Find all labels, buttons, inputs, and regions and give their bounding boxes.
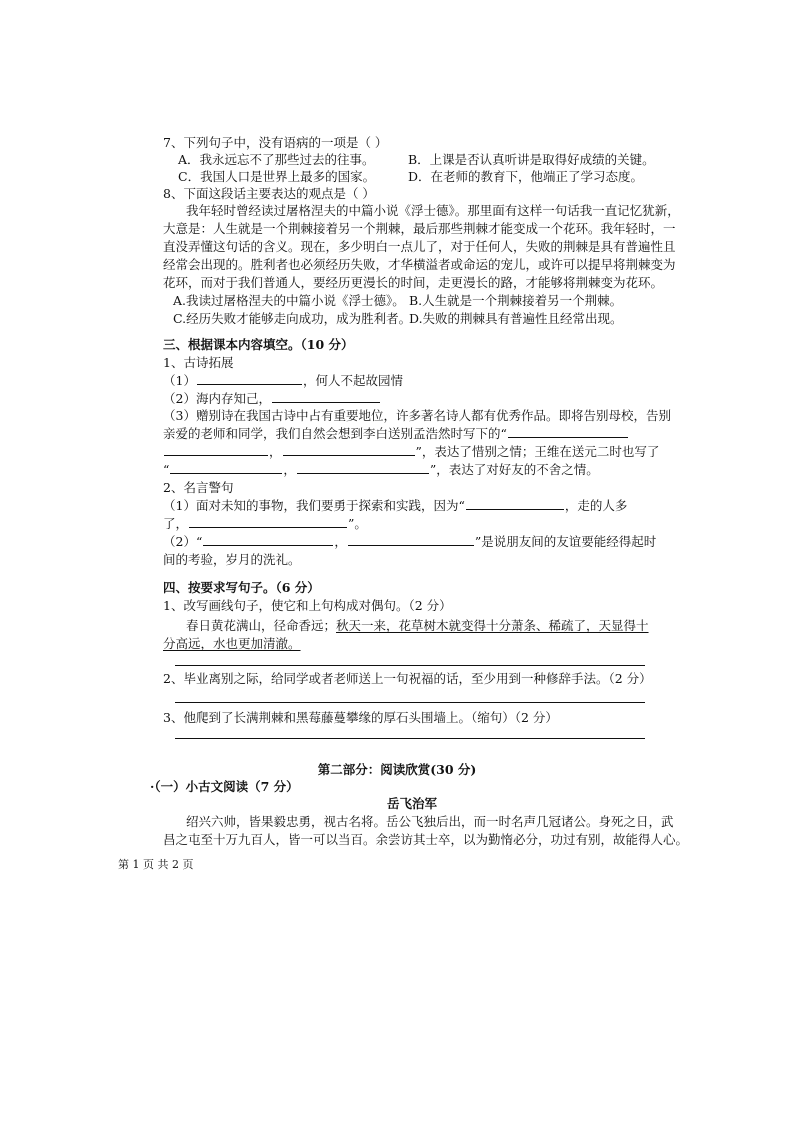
section-3-sub-1: 1、古诗拓展 — [163, 355, 234, 370]
fill-line-1: （1） ，何人不起故园情 — [163, 373, 403, 388]
underlined-sentence: 秋天一来，花草树木就变得十分萧条、稀疏了，天显得十 — [336, 618, 649, 633]
q8-option-a: A.我读过屠格涅夫的中篇小说《浮士德》。 — [173, 293, 405, 308]
answer-blank[interactable] — [203, 534, 333, 546]
answer-blank[interactable] — [508, 426, 628, 438]
fill-line-10: 间的考验，岁月的洗礼。 — [163, 552, 301, 567]
answer-blank[interactable] — [189, 516, 347, 528]
s4-question-2: 2、毕业离别之际，给同学或者老师送上一句祝福的话，至少用到一种修辞手法。（2 分） — [163, 671, 652, 686]
q7-option-b: B．上课是否认真听讲是取得好成绩的关键。 — [408, 152, 655, 167]
q8-option-b: B.人生就是一个荆棘接着另一个荆棘。 — [409, 293, 623, 308]
q8-option-c: C.经历失败才能够走向成功，成为胜利者。 — [173, 311, 412, 326]
fill-line-5: ， ”，表达了惜别之情；王维在送元二时也写了 — [163, 444, 659, 460]
s4-q1-sentence-cont: 分高远，水也更加清澈。 — [163, 636, 301, 651]
s4-q1-sentence: 春日黄花满山，径命香远；秋天一来，花草树木就变得十分萧条、稀疏了，天显得十 — [186, 618, 649, 633]
q8-passage-line: 花环，而对于我们普通人，要经历更漫长的时间，走更漫长的路，才能够将荆棘变为花环。 — [163, 275, 664, 290]
q8-passage-line: 经常会出现的。胜利者也必须经历失败，才华横溢者或命运的宠儿，或许可以提早将荆棘变为 — [163, 257, 676, 272]
answer-line[interactable] — [175, 665, 645, 666]
s4-question-1: 1、改写画线句子，使它和上句构成对偶句。（2 分） — [163, 598, 452, 613]
part-2-section-1: ·（一）小古文阅读（7 分） — [150, 779, 299, 794]
q7-stem: 7、下列句子中，没有语病的一项是（ ） — [163, 135, 388, 150]
fill-line-9: （2）“ ， ”是说朋友间的友谊要能经得起时 — [163, 534, 657, 549]
q7-option-c: C．我国人口是世界上最多的国家。 — [178, 169, 376, 184]
section-4-title: 四、按要求写句子。（6 分） — [163, 580, 320, 595]
q8-passage-line: 我年轻时曾经读过屠格涅夫的中篇小说《浮士德》。那里面有这样一句话我一直记忆犹新， — [186, 203, 680, 218]
fill-line-2: （2）海内存知己， — [163, 391, 381, 407]
q8-stem: 8、下面这段话主要表达的观点是（ ） — [163, 186, 375, 201]
answer-blank[interactable] — [170, 462, 282, 474]
answer-blank[interactable] — [348, 534, 474, 546]
fill-line-4: 亲爱的老师和同学，我们自然会想到李白送别孟浩然时写下的“ — [163, 426, 629, 442]
answer-line[interactable] — [175, 738, 645, 739]
passage-line: 绍兴六帅，皆果毅忠勇，视古名将。岳公飞独后出，而一时名声几冠诸公。身死之日，武 — [186, 814, 674, 829]
answer-blank[interactable] — [297, 462, 429, 474]
page-number-footer: 第 1 页 共 2 页 — [118, 858, 194, 871]
answer-blank[interactable] — [272, 391, 380, 403]
part-2-title: 第二部分：阅读欣赏(30 分) — [317, 762, 477, 777]
section-3-title: 三、根据课本内容填空。（10 分） — [163, 337, 354, 352]
answer-line[interactable] — [175, 702, 645, 703]
fill-line-8: 了， ”。 — [163, 516, 367, 531]
q7-option-d: D．在老师的教育下，他端正了学习态度。 — [408, 169, 644, 184]
q8-passage-line: 大意是：人生就是一个荆棘接着另一个荆棘，最后那些荆棘才能变成一个花环。我年轻时，一 — [163, 221, 676, 236]
answer-blank[interactable] — [466, 498, 564, 510]
passage-line: 昌之屯至十万九百人，皆一可以当百。余尝访其士卒，以为勤惰必分，功过有别，故能得人心。 — [163, 832, 689, 847]
q8-option-d: D.失败的荆棘具有普遍性且经常出现。 — [409, 311, 623, 326]
answer-blank[interactable] — [283, 444, 415, 456]
section-3-sub-2: 2、名言警句 — [163, 480, 234, 495]
answer-blank[interactable] — [164, 444, 268, 456]
q7-option-a: A．我永远忘不了那些过去的往事。 — [178, 152, 375, 167]
fill-line-3: （3）赠别诗在我国古诗中占有重要地位，许多著名诗人都有优秀作品。即将告别母校，告别 — [163, 408, 671, 423]
s4-question-3: 3、他爬到了长满荆棘和黑莓藤蔓攀缘的厚石头围墙上。（缩句）（2 分） — [163, 710, 558, 725]
fill-line-6: “ ， ”，表达了对好友的不舍之情。 — [163, 462, 599, 477]
passage-title: 岳飞治军 — [386, 796, 437, 811]
q8-passage-line: 直没弄懂这句话的含义。现在，多少明白一点儿了，对于任何人，失败的荆棘是具有普遍性且 — [163, 239, 676, 254]
fill-line-7: （1）面对未知的事物，我们要勇于探索和实践，因为“ ，走的人多 — [163, 498, 628, 513]
answer-blank[interactable] — [197, 373, 302, 385]
